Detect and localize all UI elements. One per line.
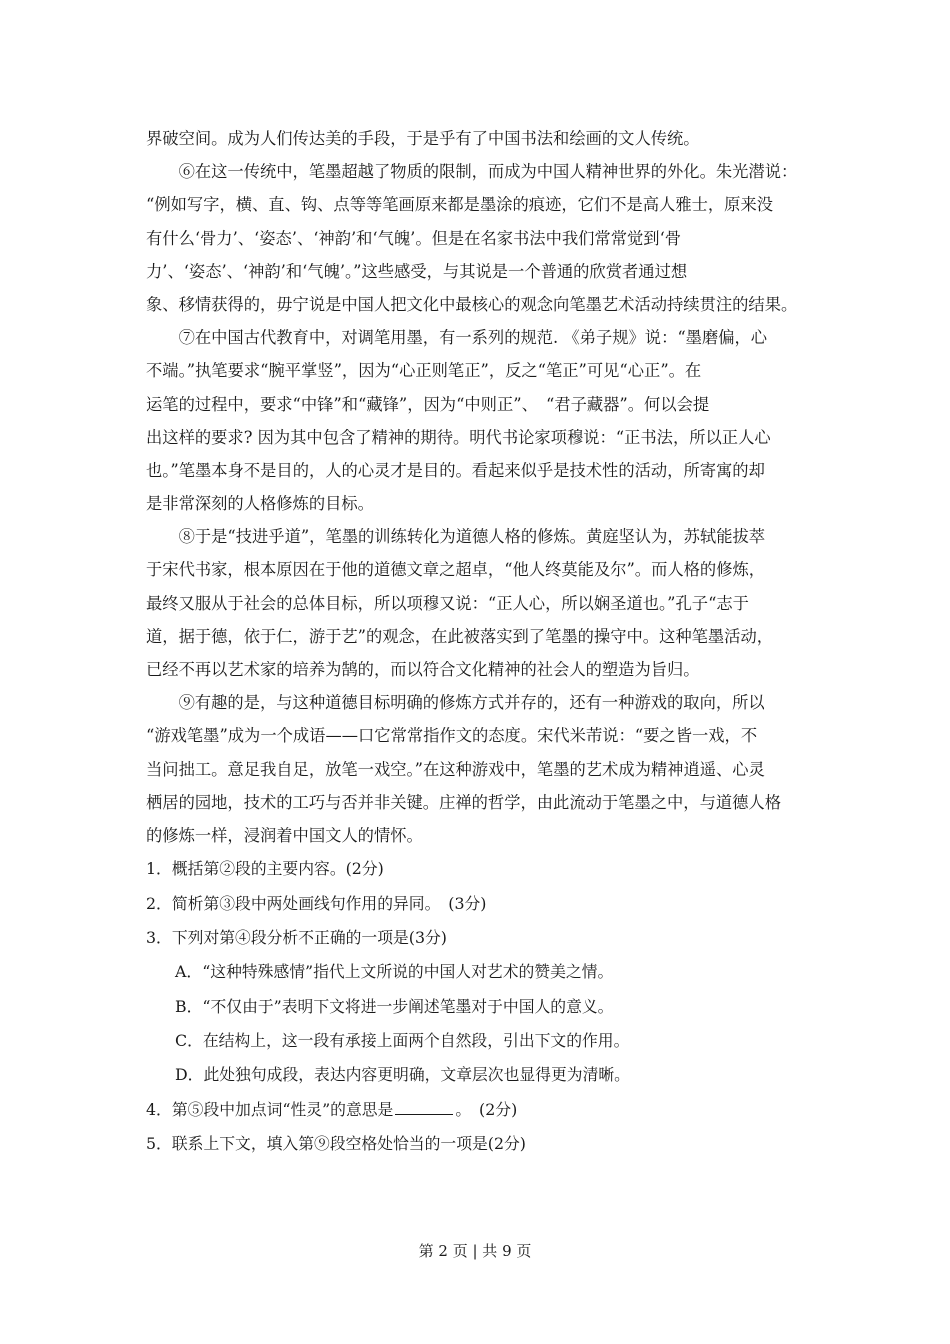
passage-line: 最终又服从于社会的总体目标，所以项穆又说：“正人心，所以娴圣道也。”孔子“志于 xyxy=(146,593,749,613)
passage-body xyxy=(146,122,806,1162)
question-3-option-b: B．“不仅由于”表明下文将进一步阐述笔墨对于中国人的意义。 xyxy=(175,996,614,1016)
question-1: 1．概括第②段的主要内容。(2分) xyxy=(146,859,384,879)
question-3-option-d: D．此处独句成段，表达内容更明确，文章层次也显得更为清晰。 xyxy=(175,1065,630,1085)
answer-blank xyxy=(395,1100,453,1115)
question-4-prompt: 4．第⑤段中加点词“性灵”的意思是 xyxy=(146,1099,394,1119)
question-4 xyxy=(146,1093,806,1127)
passage-line: 道，据于德，依于仁，游于艺”的观念，在此被落实到了笔墨的操守中。这种笔墨活动， xyxy=(146,626,774,646)
passage-line: 力’、‘姿态’、‘神韵’和‘气魄’。”这些感受，与其说是一个普通的欣赏者通过想 xyxy=(146,261,688,281)
passage-line: ⑦在中国古代教育中，对调笔用墨，有一系列的规范. 《弟子规》说：“墨磨偏，心 xyxy=(146,328,768,348)
passage-line: ⑥在这一传统中，笔墨超越了物质的限制，而成为中国人精神世界的外化。朱光潜说： xyxy=(146,162,798,182)
passage-line: “例如写字，横、直、钩、点等等笔画原来都是墨涂的痕迹，它们不是高人雅士，原来没 xyxy=(146,195,774,215)
passage-line: 是非常深刻的人格修炼的目标。 xyxy=(146,494,374,514)
passage-line: 的修炼一样，浸润着中国文人的情怀。 xyxy=(146,825,423,845)
question-4-points: 。 (2分) xyxy=(455,1099,518,1119)
question-5: 5．联系上下文，填入第⑨段空格处恰当的一项是(2分) xyxy=(146,1134,526,1154)
question-3-option-c: C．在结构上，这一段有承接上面两个自然段，引出下文的作用。 xyxy=(175,1031,630,1051)
passage-line: 运笔的过程中，要求“中锋”和“藏锋”，因为“中则正”、 “君子藏器”。何以会提 xyxy=(146,394,710,414)
passage-line: 已经不再以艺术家的培养为鹄的，而以符合文化精神的社会人的塑造为旨归。 xyxy=(146,660,700,679)
passage-line: 不端。”执笔要求“腕平掌竖”，因为“心正则笔正”，反之“笔正”可见“心正”。在 xyxy=(146,361,702,381)
passage-line: 于宋代书家，根本原因在于他的道德文章之超卓，“他人终莫能及尔”。而人格的修炼， xyxy=(146,560,766,580)
passage-line: ⑧于是“技进乎道”，笔墨的训练转化为道德人格的修炼。黄庭坚认为，苏轼能拔萃 xyxy=(146,527,766,547)
passage-line: 当问拙工。意足我自足，放笔一戏空。”在这种游戏中，笔墨的艺术成为精神逍遥、心灵 xyxy=(146,759,765,779)
passage-line: 出这样的要求? 因为其中包含了精神的期待。明代书论家项穆说：“正书法，所以正人心 xyxy=(146,427,771,447)
question-3-option-a: A．“这种特殊感情”指代上文所说的中国人对艺术的赞美之情。 xyxy=(175,962,614,982)
passage-line: “游戏笔墨”成为一个成语——口它常常指作文的态度。宋代米芾说：“要之皆一戏，不 xyxy=(146,726,758,746)
passage-line: ⑨有趣的是，与这种道德目标明确的修炼方式并存的，还有一种游戏的取向，所以 xyxy=(146,693,765,713)
passage-line: 界破空间。成为人们传达美的手段，于是乎有了中国书法和绘画的文人传统。 xyxy=(146,129,700,148)
passage-line: 有什么‘骨力’、‘姿态’、‘神韵’和‘气魄’。但是在名家书法中我们常常觉到‘骨 xyxy=(146,228,682,248)
question-2: 2．简析第③段中两处画线句作用的异同。 (3分) xyxy=(146,893,487,913)
passage-line: 也。”笔墨本身不是目的，人的心灵才是目的。看起来似乎是技术性的活动，所寄寓的却 xyxy=(146,460,765,480)
page-footer: 第 2 页 | 共 9 页 xyxy=(418,1242,532,1260)
passage-line: 栖居的园地，技术的工巧与否并非关键。庄禅的哲学，由此流动于笔墨之中，与道德人格 xyxy=(146,792,781,812)
question-3: 3．下列对第④段分析不正确的一项是(3分) xyxy=(146,927,447,947)
passage-line: 象、移情获得的，毋宁说是中国人把文化中最核心的观念向笔墨艺术活动持续贯注的结果。 xyxy=(146,294,798,314)
